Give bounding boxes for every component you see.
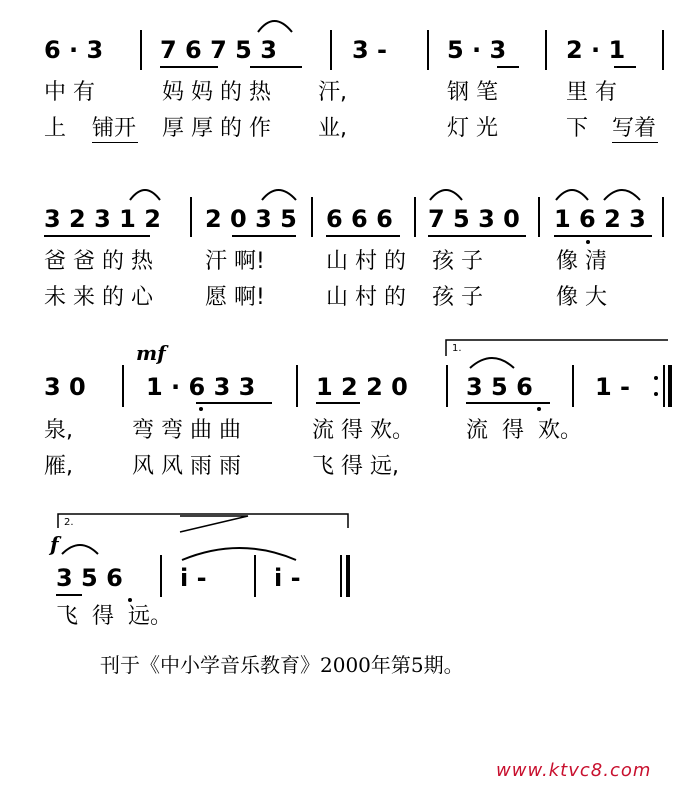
lyric-verse-2: 厚 厚 的 作	[162, 116, 271, 141]
source-caption: 刊于《中小学音乐教育》2000年第5期。	[100, 653, 464, 677]
measure-notes: 2 · 1	[566, 36, 626, 64]
lyric-verse-1: 流 得 欢。	[312, 418, 414, 443]
lyric-verse-2: 上	[44, 116, 67, 141]
lyric-verse-2: 未 来 的 心	[44, 285, 153, 310]
slur	[258, 21, 292, 32]
lyric-verse-2: 写着	[612, 116, 657, 141]
crescendo-hairpin	[180, 516, 248, 532]
lyric-verse-2: 雁,	[44, 454, 73, 479]
lyric-verse-1: 流 得 欢。	[466, 418, 582, 443]
lyric-verse-1: 里 有	[566, 80, 617, 105]
measure-notes: 3 5 6	[466, 373, 533, 401]
volta-bracket-1	[446, 340, 668, 356]
lyric-verse-1: 钢 笔	[447, 80, 498, 105]
slur	[262, 190, 296, 200]
lyric-verse-2: 灯 光	[447, 116, 498, 141]
measure-notes: 5 · 3	[447, 36, 507, 64]
lyric-verse-2: 山 村 的	[326, 285, 406, 310]
measure-notes: 3 5 6	[56, 564, 123, 592]
volta-1-label: 1.	[452, 343, 462, 354]
lyric-verse-2: 业,	[318, 116, 347, 141]
measure-notes: i -	[274, 564, 301, 592]
lyric-verse-1: 妈 妈 的 热	[162, 80, 271, 105]
slur	[470, 358, 514, 368]
measure-notes: 3 -	[352, 36, 388, 64]
measure-notes: 7 5 3 0	[428, 205, 520, 233]
lyric-verse-2: 孩 子	[432, 285, 483, 310]
dynamic-mf: mf	[136, 341, 166, 365]
measure-notes: 6 6 6	[326, 205, 393, 233]
tie	[182, 548, 296, 560]
lyric-verse-1: 山 村 的	[326, 249, 406, 274]
lyric-verse-1: 汗,	[318, 80, 347, 105]
measure-notes: 1 2 2 0	[316, 373, 408, 401]
lyric-verse-1: 孩 子	[432, 249, 483, 274]
lyric-verse-1: 像 清	[556, 249, 607, 274]
lyric-verse-1: 弯 弯 曲 曲	[132, 418, 241, 443]
watermark: www.ktvc8.com	[496, 760, 652, 781]
measure-notes: 1 6 2 3	[554, 205, 646, 233]
measure-notes: 3 0	[44, 373, 86, 401]
volta-2-label: 2.	[64, 517, 74, 528]
measure-notes: 2 0 3 5	[205, 205, 297, 233]
lyric-verse-1: 爸 爸 的 热	[44, 249, 153, 274]
lyric-verse-1: 泉,	[44, 418, 73, 443]
lyric-verse-2: 飞 得 远,	[312, 454, 399, 479]
lyric-verse-2: 像 大	[556, 285, 607, 310]
measure-notes: 6 · 3	[44, 36, 104, 64]
lyric-verse-1: 汗 啊!	[205, 249, 265, 274]
lyric-verse-2: 风 风 雨 雨	[132, 454, 241, 479]
measure-notes: 3 2 3 1 2	[44, 205, 161, 233]
lyric-verse-1: 中 有	[44, 80, 95, 105]
measure-notes: 1 -	[595, 373, 631, 401]
slur	[430, 190, 462, 200]
measure-notes: 1 · 6 3 3	[146, 373, 256, 401]
dynamic-f: f	[50, 532, 59, 556]
slur	[62, 545, 98, 554]
measure-notes: 7 6 7 5 3	[160, 36, 277, 64]
measure-notes: i -	[180, 564, 207, 592]
lyric-verse-2: 愿 啊!	[205, 285, 265, 310]
lyric-verse-1: 飞 得 远。	[56, 604, 172, 629]
lyric-verse-2: 铺开	[92, 116, 137, 141]
slur	[130, 190, 160, 200]
lyric-verse-2: 下	[566, 116, 589, 141]
slur	[604, 190, 640, 200]
slur	[556, 190, 588, 200]
